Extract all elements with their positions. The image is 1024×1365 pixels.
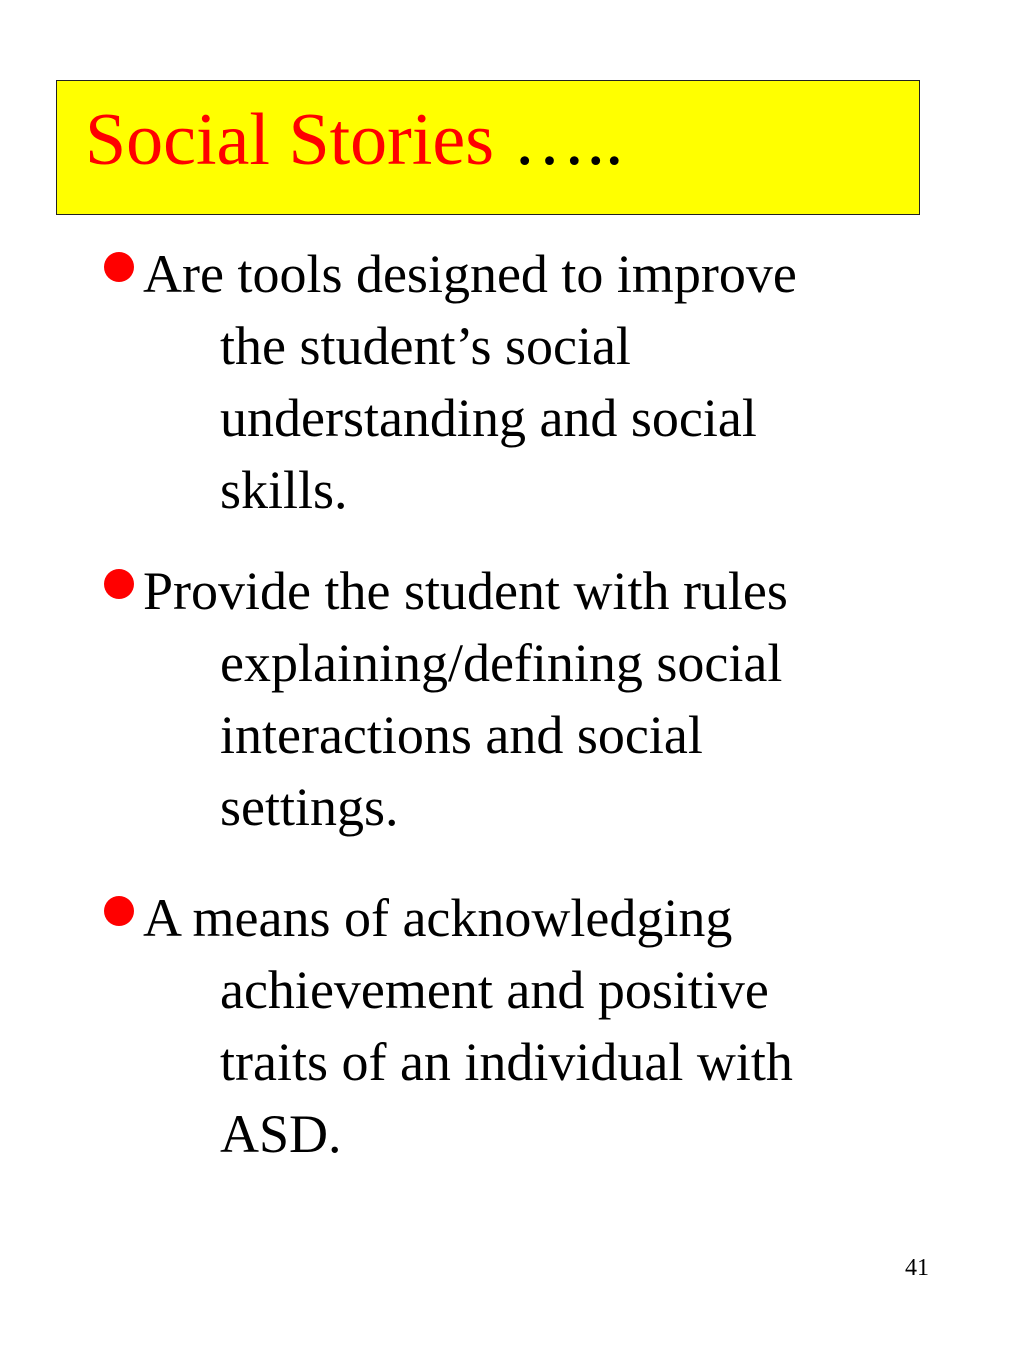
bullet-text-line: traits of an individual with [220, 1032, 793, 1092]
bullet-text-line: Provide the student with rules [143, 561, 788, 621]
bullet-text-line: achievement and positive [220, 960, 769, 1020]
bullet-text-line: interactions and social [220, 705, 703, 765]
bullet-text-line: skills. [220, 460, 348, 520]
bullet-text-line: understanding and social [220, 388, 757, 448]
bullet-text-line: settings. [220, 777, 399, 837]
bullet-text-line: ASD. [220, 1104, 342, 1164]
bullet-dot-icon [104, 252, 134, 282]
page-number: 41 [905, 1255, 929, 1281]
bullet-dot-icon [104, 569, 134, 599]
bullet-text-line: explaining/defining social [220, 633, 783, 693]
slide-title [85, 95, 624, 185]
title-main: Social Stories [85, 99, 495, 181]
bullet-text-line: the student’s social [220, 316, 631, 376]
bullet-text-line: A means of acknowledging [143, 888, 733, 948]
bullet-dot-icon [104, 896, 134, 926]
bullet-text-line: Are tools designed to improve [143, 244, 797, 304]
title-ellipsis: ….. [494, 99, 624, 181]
title-box [56, 80, 920, 215]
